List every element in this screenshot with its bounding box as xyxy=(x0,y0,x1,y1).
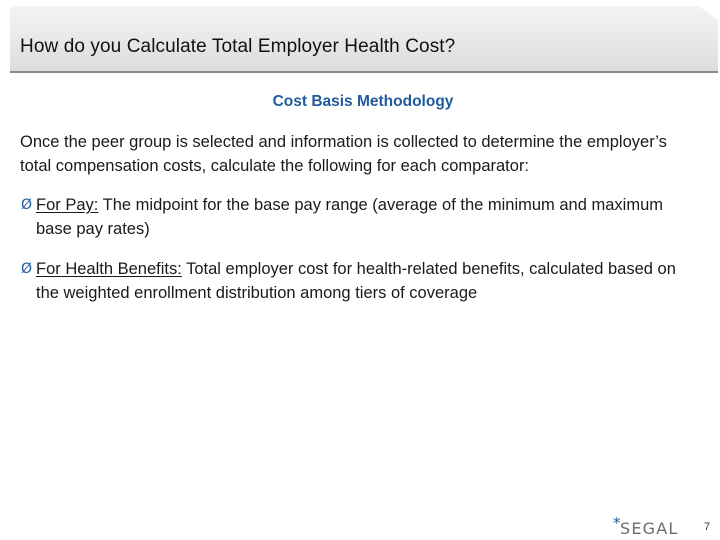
intro-paragraph: Once the peer group is selected and information is collected to determine the employer’s total compensation costs, calculate the following for each comparator: xyxy=(20,133,667,175)
bullet-term: For Health Benefits: xyxy=(36,260,182,278)
arrow-bullet-icon: Ø xyxy=(21,261,33,277)
bullet-text: The midpoint for the base pay range (average of the minimum and maximum base pay rates) xyxy=(36,196,664,238)
segal-logo xyxy=(612,514,692,538)
page-number: 7 xyxy=(704,521,711,533)
slide-subtitle: Cost Basis Methodology xyxy=(272,93,454,110)
slide-title: How do you Calculate Total Employer Health Cost? xyxy=(20,36,456,57)
logo-wordmark: SEGAL xyxy=(620,519,679,538)
bullet-item-health-benefits xyxy=(20,257,700,305)
bullet-term: For Pay: xyxy=(36,196,99,214)
title-rule xyxy=(10,71,718,73)
arrow-bullet-icon: Ø xyxy=(21,197,33,213)
bullet-text: Total employer cost for health-related benefits, calculated based on the weighted enrollment distribution among tiers of coverage xyxy=(36,260,676,302)
bullet-content xyxy=(36,193,700,241)
asterisk-icon: * xyxy=(613,514,621,532)
bullet-content xyxy=(36,257,700,305)
bullet-item-pay xyxy=(20,193,700,241)
